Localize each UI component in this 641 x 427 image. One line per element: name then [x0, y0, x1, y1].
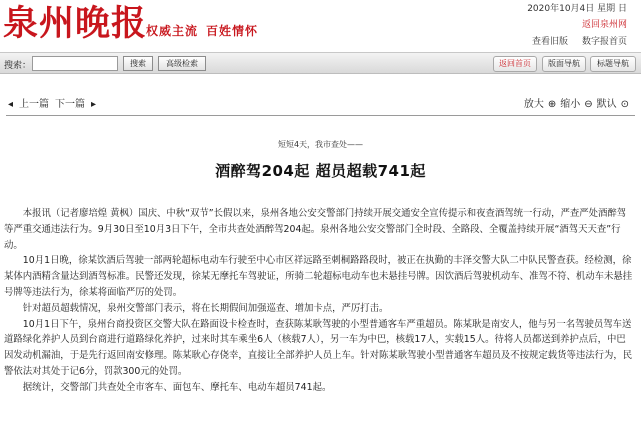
search-input[interactable]: [32, 56, 118, 71]
old-edition-link[interactable]: 查看旧版: [531, 37, 568, 47]
zoom-in-button[interactable]: 放大: [523, 99, 544, 110]
article-paragraph: 据统计，交警部门共查处全市客车、面包车、摩托车、电动车超员741起。: [22, 381, 332, 393]
article-paragraph: 10月1日晚，徐某饮酒后驾驶一部两轮超标电动车行驶至中心市区祥远路至刺桐路路段时，被正在执勤的丰泽交警大队二中队民警查获。经检测，徐某体内酒精含量达到酒驾标准。民警还发现，徐某无摩托车驾驶证，所骑二轮超标电动车也未悬挂号牌。因饮酒后驾驶机动车、准驾不符、机动车未悬挂号牌等违法行为，徐某将面临严厉的处罚。: [4, 255, 633, 298]
section-nav-button[interactable]: 版面导航: [542, 56, 586, 72]
search-bar: [0, 52, 641, 74]
default-size-button[interactable]: 默认: [596, 99, 617, 110]
font-size-controls: [524, 95, 629, 110]
advanced-search-button[interactable]: 高级检索: [158, 56, 206, 71]
slogan: [146, 22, 258, 39]
home-button[interactable]: 返回首页: [493, 56, 537, 72]
article-headline: 酒醉驾204起 超员超载741起: [215, 162, 426, 180]
default-size-icon[interactable]: ⊙: [620, 99, 629, 110]
article-paragraph: 本报讯（记者廖培煌 黄枫）国庆、中秋“双节”长假以来，泉州各地公安交警部门持续开展交通安全宣传提示和夜查酒驾统一行动，严查严处酒醉驾等严重交通违法行为。9月30日至10月3日下午，全市共查处酒醉驾204起。泉州各地公安交警部门全时段、全路段、全覆盖持续开展“酒驾天天查”行动。: [4, 208, 627, 251]
zoom-out-icon[interactable]: ⊖: [584, 99, 593, 110]
slogan-part-2: 百姓情怀: [206, 24, 259, 38]
next-article-link[interactable]: 下一篇: [55, 99, 86, 110]
prev-arrow-icon[interactable]: ◂: [8, 99, 14, 110]
article-kicker: 短短4天，我市查处——: [277, 140, 364, 149]
article-paragraph: 10月1日下午，泉州台商投资区交警大队在路面设卡检查时，查获陈某耿驾驶的小型普通客车严重超员。陈某耿是南安人，他与另一名驾驶员驾车送道路绿化养护人员到台商进行道路绿化养护，过来时其车乘坐6人（核载7人），另一车为中巴，核载17人，实载15人。待将人员都送到养护点后，中巴因发动机漏油，于是先行返回南安修理。陈某耿心存侥幸，直接让全部养护人员上车。针对陈某耿驾驶小型普通客车超员及不按规定载货等违法行为，民警依法对其处于记6分，罚款300元的处罚。: [4, 318, 633, 377]
newspaper-logo[interactable]: 泉州晚报: [3, 3, 148, 44]
zoom-in-icon[interactable]: ⊕: [547, 99, 557, 110]
masthead: [0, 0, 641, 50]
divider: [6, 115, 635, 116]
slogan-part-1: 权威主流: [146, 24, 199, 38]
article-body: [4, 206, 634, 396]
issue-date: 2020年10月4日 星期 日: [527, 4, 627, 14]
digital-edition-link[interactable]: 数字报首页: [581, 37, 627, 47]
next-arrow-icon[interactable]: ▸: [91, 99, 97, 110]
article-paragraph: 针对超员超载情况，泉州交警部门表示，将在长期假间加强巡查、增加卡点，严厉打击。: [22, 302, 389, 314]
article-toolbar: [0, 92, 641, 112]
zoom-out-button[interactable]: 缩小: [560, 99, 581, 110]
prev-article-link[interactable]: 上一篇: [19, 99, 50, 110]
title-nav-button[interactable]: 标题导航: [590, 56, 636, 72]
search-label: 搜索：: [4, 61, 32, 71]
search-button[interactable]: 搜索: [123, 56, 153, 71]
back-to-site-link[interactable]: 返回泉州网: [581, 20, 627, 30]
article-pager: [8, 95, 96, 110]
